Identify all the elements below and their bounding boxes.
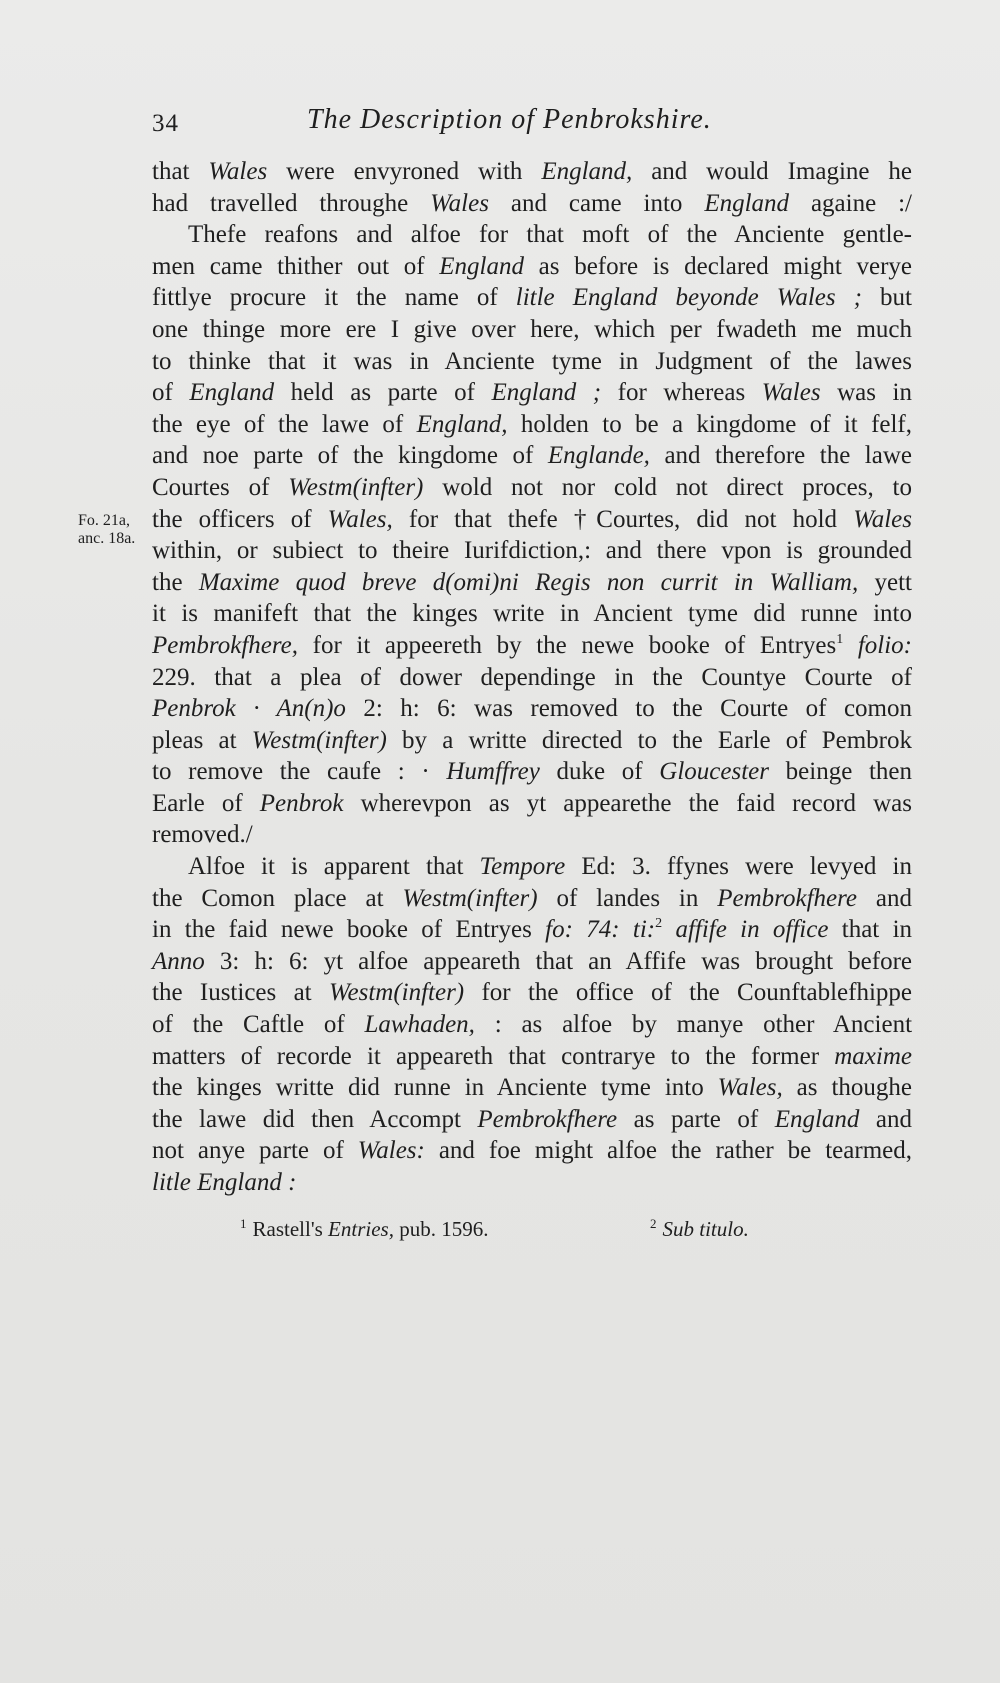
footnote-mark: 1 <box>240 1216 247 1231</box>
page-number: 34 <box>152 110 179 137</box>
text-line <box>152 282 912 314</box>
text-run: for that thefe †Courtes, did not hold <box>392 505 854 533</box>
text-line <box>152 156 912 188</box>
text-run: for the office of the Counftablefhippe <box>464 979 912 1007</box>
text-run: and therefore the lawe <box>649 442 912 470</box>
text-run: holden to be a kingdome of it felf, <box>507 410 913 438</box>
text-run: removed./ <box>152 821 253 849</box>
text-run: : as alfoe by manye other Ancient <box>474 1011 913 1039</box>
italic-run: Pembrokfhere <box>717 884 858 912</box>
text-run: that <box>152 158 209 185</box>
italic-run: litle England beyonde Wales ; <box>515 284 862 312</box>
footnote-text: Entries, <box>328 1217 394 1241</box>
italic-run: England <box>439 252 524 280</box>
text-line <box>152 251 912 283</box>
italic-run: England ; <box>491 379 602 407</box>
page-header <box>152 100 762 140</box>
text-run: againe :/ <box>789 189 912 217</box>
text-run: for it appeereth by the newe booke of Entryes <box>298 631 837 659</box>
text-run: had travelled throughe <box>152 189 431 217</box>
text-run: matters of recorde it appeareth that contrarye to the former <box>152 1042 835 1070</box>
italic-run: England, <box>416 410 508 438</box>
italic-run: fo: 74: ti: <box>545 916 656 944</box>
text-run: in the faid newe booke of Entryes <box>152 916 546 944</box>
italic-run: England <box>189 379 275 407</box>
text-line <box>152 977 912 1009</box>
text-run: wherevpon as yt appearethe the faid record was <box>343 789 912 817</box>
text-run: to thinke that it was in Anciente tyme in Judgment of the lawes <box>152 347 912 375</box>
text-run: by a writte directed to the Earle of Pembrok <box>386 726 912 754</box>
text-run: as parte of <box>617 1105 775 1133</box>
text-run <box>843 632 858 659</box>
italic-run: Wales <box>208 158 268 185</box>
text-run <box>662 916 675 943</box>
text-line <box>152 188 912 220</box>
text-run: men came thither out of <box>152 252 440 280</box>
text-line <box>152 1167 912 1199</box>
footnote-ref: 2 <box>655 916 663 932</box>
text-line <box>152 725 912 757</box>
text-run: Thefe reafons and alfoe for that moft of the Anciente gentle- <box>188 221 912 249</box>
italic-run: litle England : <box>152 1169 297 1196</box>
italic-run: Humffrey <box>446 758 540 786</box>
footnote-2 <box>650 1216 749 1242</box>
italic-run: Pembrokfhere, <box>152 631 299 659</box>
italic-run: Wales <box>430 189 489 217</box>
text-line <box>152 914 912 946</box>
footnote-ref: 1 <box>836 631 844 647</box>
text-run: and foe might alfoe the rather be tearmed, <box>424 1137 912 1165</box>
text-run: 229. that a plea of dower dependinge in the Countye Courte of <box>152 663 912 691</box>
text-run: and noe parte of the kingdome of <box>152 442 548 470</box>
text-run: one thinge more ere I give over here, which per fwadeth me much <box>152 315 912 343</box>
text-run: and <box>859 1105 912 1133</box>
footnote-text: Sub titulo. <box>662 1217 749 1241</box>
text-run: Courtes of <box>152 473 289 501</box>
text-run: the kinges writte did runne in Anciente tyme into <box>152 1074 718 1102</box>
text-run: not anye parte of <box>152 1137 358 1165</box>
text-run: the <box>152 568 199 596</box>
body-text <box>152 156 912 1199</box>
text-run: the Comon place at <box>152 884 403 912</box>
margin-note-line: Fo. 21a, <box>78 512 130 529</box>
italic-run: Wales <box>761 379 821 407</box>
text-run: held as parte of <box>274 379 492 407</box>
text-line <box>152 662 912 694</box>
text-run: and would Imagine he <box>632 158 912 185</box>
text-run: wold not nor cold not direct proces, to <box>423 473 912 501</box>
text-line <box>152 567 912 599</box>
text-line <box>152 1041 912 1073</box>
text-run: it is manifeft that the kinges write in Ancient tyme did runne into <box>152 600 912 628</box>
footnote-1 <box>240 1216 488 1242</box>
italic-run: England, <box>541 158 633 185</box>
text-line <box>152 1009 912 1041</box>
text-run: and <box>857 884 912 912</box>
text-line <box>152 946 912 978</box>
text-line <box>152 440 912 472</box>
text-line <box>152 219 912 251</box>
text-run: within, or subiect to theire Iurifdiction,: and there vpon is grounded <box>152 537 912 565</box>
text-run: for whereas <box>601 379 762 407</box>
italic-run: Penbrok <box>259 789 344 817</box>
italic-run: Englande, <box>547 442 650 470</box>
italic-run: Wales, <box>327 505 393 533</box>
italic-run: maxime <box>834 1042 912 1070</box>
text-line <box>152 1135 912 1167</box>
text-run: fittlye procure it the name of <box>152 284 516 312</box>
italic-run: England <box>774 1105 860 1133</box>
italic-run: Lawhaden, <box>364 1011 475 1039</box>
footnote-mark: 2 <box>650 1216 657 1231</box>
text-run: the Iustices at <box>152 979 329 1007</box>
text-line <box>152 1072 912 1104</box>
text-line <box>152 788 912 820</box>
text-run: yett <box>858 568 912 596</box>
italic-run: Wales: <box>357 1137 425 1165</box>
text-run: of <box>152 379 190 407</box>
text-run: 2: h: 6: was removed to the Courte of comon <box>345 695 912 723</box>
text-line <box>152 819 912 851</box>
italic-run: Westm(infter) <box>288 473 424 501</box>
text-run: as thoughe <box>782 1074 912 1102</box>
text-run: Earle of <box>152 789 260 817</box>
text-line <box>152 883 912 915</box>
text-run: and came into <box>488 189 705 217</box>
text-line <box>152 314 912 346</box>
text-run: pleas at <box>152 726 252 754</box>
footnote-text: Rastell's <box>252 1217 329 1241</box>
text-run: was in <box>820 379 912 407</box>
text-run: the officers of <box>152 505 328 533</box>
italic-run: folio: <box>857 631 912 659</box>
text-line <box>152 693 912 725</box>
text-run: the eye of the lawe of <box>152 410 417 438</box>
text-run: beinge then <box>768 758 912 786</box>
text-run: of the Caftle of <box>152 1011 365 1039</box>
text-run: were envyroned with <box>267 158 542 185</box>
text-run: but <box>862 284 912 312</box>
margin-folio-note <box>78 512 135 548</box>
text-run: Alfoe it is apparent that <box>188 853 480 881</box>
text-run: that in <box>828 916 913 944</box>
text-run: of landes in <box>537 884 718 912</box>
italic-run: Anno <box>152 947 205 975</box>
italic-run: Penbrok · An(n)o <box>152 695 346 723</box>
margin-note-line: anc. 18a. <box>78 530 136 547</box>
text-line <box>152 598 912 630</box>
italic-run: Westm(infter) <box>251 726 387 754</box>
text-run: duke of <box>539 758 660 786</box>
text-run: to remove the caufe : · <box>152 758 447 786</box>
italic-run: affife in office <box>675 916 829 944</box>
text-run: the lawe did then Accompt <box>152 1105 478 1133</box>
text-line <box>152 851 912 883</box>
text-line <box>152 504 912 536</box>
text-line <box>152 472 912 504</box>
text-line <box>152 756 912 788</box>
footnote-text: pub. 1596. <box>393 1217 489 1241</box>
text-line <box>152 377 912 409</box>
text-line <box>152 346 912 378</box>
italic-run: Westm(infter) <box>402 884 538 912</box>
italic-run: Gloucester <box>659 758 769 786</box>
text-run: 3: h: 6: yt alfoe appeareth that an Affife was brought before <box>204 947 912 975</box>
italic-run: Maxime quod breve d(omi)ni Regis non currit in Walliam, <box>198 568 859 596</box>
text-line <box>152 630 912 662</box>
italic-run: Westm(infter) <box>328 979 465 1007</box>
italic-run: Pembrokfhere <box>477 1105 618 1133</box>
text-line <box>152 409 912 441</box>
italic-run: Tempore <box>479 853 566 881</box>
running-title: The Description of Penbrokshire. <box>307 104 712 135</box>
italic-run: England <box>704 189 790 217</box>
text-line <box>152 1104 912 1136</box>
text-line <box>152 535 912 567</box>
italic-run: Wales <box>853 505 912 533</box>
text-run: Ed: 3. ffynes were levyed in <box>565 853 912 881</box>
italic-run: Wales, <box>717 1074 783 1102</box>
text-run: as before is declared might verye <box>523 252 912 280</box>
